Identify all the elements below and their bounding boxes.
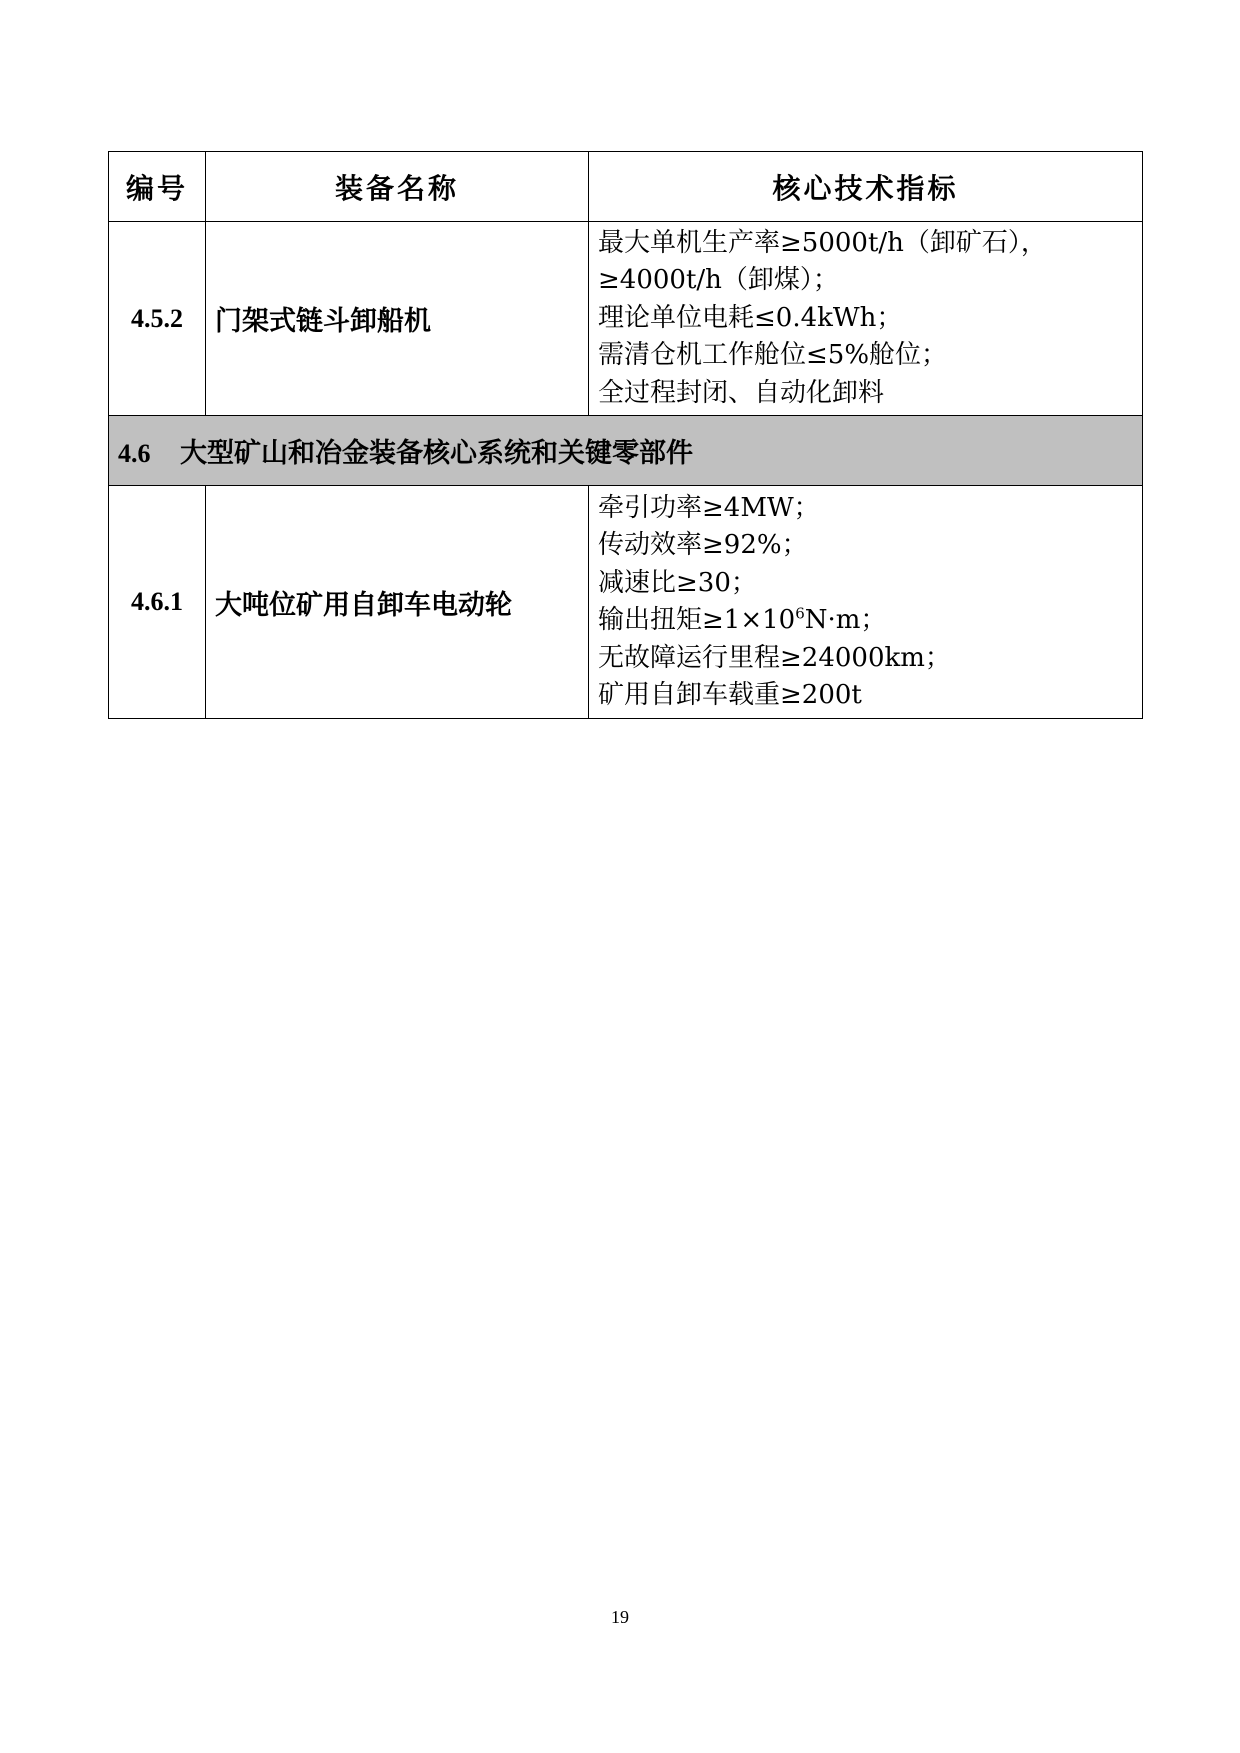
spec-line: 减速比≥30； bbox=[598, 567, 757, 598]
spec-line: 传动效率≥92%； bbox=[598, 530, 808, 560]
spec-line: 矿用自卸车载重≥200t bbox=[598, 680, 862, 710]
torque-base: 输出扭矩≥1×10 bbox=[598, 605, 796, 635]
header-name: 装备名称 bbox=[206, 152, 589, 222]
spec-line: 牵引功率≥4MW； bbox=[598, 492, 820, 523]
section-title: 大型矿山和冶金装备核心系统和关键零部件 bbox=[180, 438, 693, 469]
spec-line bbox=[598, 602, 1142, 640]
section-code: 4.6 bbox=[118, 439, 151, 468]
header-code: 编号 bbox=[109, 152, 206, 222]
torque-exponent: 6 bbox=[795, 604, 805, 623]
row-code: 4.6.1 bbox=[109, 486, 206, 719]
spec-line: 理论单位电耗≤0.4kWh； bbox=[598, 302, 903, 333]
row-name: 大吨位矿用自卸车电动轮 bbox=[206, 486, 589, 719]
spec-line: 无故障运行里程≥24000km； bbox=[598, 642, 951, 673]
page-number: 19 bbox=[611, 1607, 629, 1627]
spec-line: 需清仓机工作舱位≤5%舱位； bbox=[598, 340, 948, 371]
torque-unit: N·m； bbox=[804, 605, 887, 635]
equipment-spec-table bbox=[108, 151, 1143, 719]
spec-line: 全过程封闭、自动化卸料 bbox=[598, 377, 885, 408]
row-specs bbox=[589, 486, 1143, 719]
row-code: 4.5.2 bbox=[109, 222, 206, 416]
table-header-row bbox=[109, 152, 1143, 222]
table-row bbox=[109, 486, 1143, 719]
spec-line: ≥4000t/h（卸煤）； bbox=[598, 265, 839, 296]
row-specs bbox=[589, 222, 1143, 416]
section-row bbox=[109, 416, 1143, 486]
spec-line: 最大单机生产率≥5000t/h（卸矿石）， bbox=[598, 227, 1047, 258]
header-specs: 核心技术指标 bbox=[589, 152, 1143, 222]
row-name: 门架式链斗卸船机 bbox=[206, 222, 589, 416]
section-heading bbox=[109, 416, 1143, 486]
table-row bbox=[109, 222, 1143, 416]
